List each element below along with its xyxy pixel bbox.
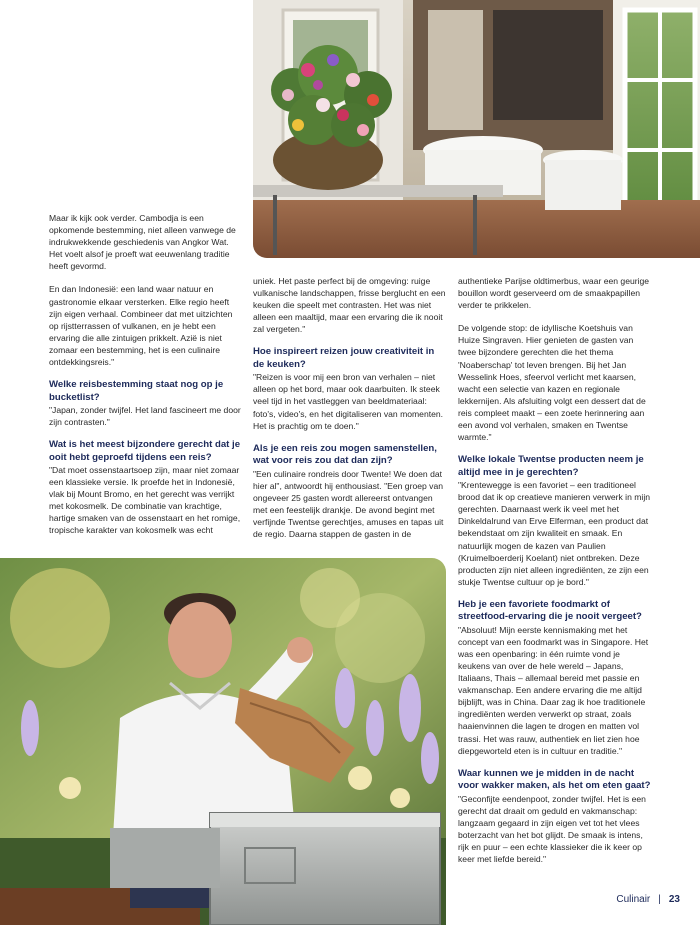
question-heading: Heb je een favoriete foodmarkt of streetfood-ervaring die je nooit vergeet? <box>458 598 642 623</box>
question-heading: Als je een reis zou mogen samenstellen, wat voor reis zou dat dan zijn? <box>253 442 437 467</box>
question-heading: Wat is het meest bijzondere gerecht dat je ooit hebt geproefd tijdens een reis? <box>49 439 241 463</box>
restaurant-photo <box>253 0 700 258</box>
chef-photo <box>0 558 446 925</box>
question-heading: Welke reisbestemming staat nog op je bucketlist? <box>49 379 224 403</box>
text-column-1 <box>49 212 242 548</box>
answer-paragraph: "Japan, zonder twijfel. Het land fascineert me door zijn contrasten." <box>49 404 241 428</box>
paragraph: Maar ik kijk ook verder. Cambodja is een opkomende bestemming, niet alleen vanwege de indrukwekkende geschiedenis van Angkor Wat. Het voelt alsof je proeft wat eeuwenlang traditie heeft gevormd. <box>49 213 236 272</box>
footer-separator: | <box>658 894 661 905</box>
paragraph: uniek. Het paste perfect bij de omgeving: ruige vulkanische landschappen, frisse berglucht en een keuken die speelt met contrasten. Het was niet alleen een maaltijd, maar een ervaring die ik nooit zal vergeten." <box>253 276 446 335</box>
paragraph: authentieke Parijse oldtimerbus, waar een geurige bouillon wordt geserveerd om de smaakpapillen verder te prikkelen. <box>458 276 650 311</box>
answer-paragraph: "Absoluut! Mijn eerste kennismaking met het concept van een foodmarkt was in Singapore. Het was een openbaring: in één ruimte vond je keukens van over de hele wereld – Japans, Italiaans, Thais – allemaal bereid met passie en vakmanschap. Een andere ervaring die me altijd bijblijft, was in China. Daar zag ik hoe traditionele ingrediënten werden verwerkt op straat, zoals haaienvinnen die lagen te drogen en matten vol trassi. Het was rauw, authentiek en liet zien hoe diepgeworteld eten is in cultuur en traditie." <box>458 624 649 756</box>
paragraph: De volgende stop: de idyllische Koetshuis van Huize Singraven. Hier genieten de gasten van twee bijzondere gerechten die het thema 'Noaberschap' tot leven brengen. Bij het Jan Wesselink Hoes, sfeervol verlicht met kaarsen, wacht een selectie van kazen en regionale lekkernijen. Als afsluiting volgt een dessert dat de reis compleet maakt – een zoete herinnering aan een avond vol verhalen, smaken en Twentse warmte." <box>458 323 646 443</box>
question-heading: Hoe inspireert reizen jouw creativiteit in de keuken? <box>253 346 435 370</box>
answer-paragraph: "Geconfijte eendenpoot, zonder twijfel. Het is een gerecht dat draait om geduld en vakmanschap: langzaam gegaard in zijn eigen vet tot het vlees boterzacht van het bot glijdt. De smaak is intens, rijk en puur – een echte klassieker die ik keer op keer met liefde bereid." <box>458 793 646 864</box>
answer-paragraph: "Krentewegge is een favoriet – een traditioneel brood dat ik op creatieve manieren verwerk in mijn gerechten. Daarnaast werk ik veel met het Dinkeldalrund van Erve Elferman, een product dat bekendstaat om zijn kwaliteit en smaak. En natuurlijk mogen de kazen van Paulien (Kruimelboerderij Koelant) niet ontbreken. Deze producten zijn niet alleen ingrediënten, ze zijn een stukje Twentse cultuur op je bord." <box>458 480 651 587</box>
answer-paragraph: "Reizen is voor mij een bron van verhalen – niet alleen op het bord, maar ook daarbuiten. Ik steek veel tijd in het vastleggen van beeldmateriaal: foto's, video's, en het digitaliseren van momenten. Het is prachtig om te doen." <box>253 372 444 431</box>
question-heading: Welke lokale Twentse producten neem je altijd mee in je gerechten? <box>458 454 644 478</box>
section-name: Culinair <box>616 894 651 905</box>
answer-paragraph: "Een culinaire rondreis door Twente! We doen dat hier al", antwoordt hij enthousiast. "Een groep van ongeveer 25 gasten wordt allereerst ontvangen met een feestelijk drankje. De avond begint met verfijnde Twentse gerechtjes, amuses en tapas uit de regio. Daarna stappen de gasten in de <box>253 468 444 540</box>
answer-paragraph: "Dat moet ossenstaartsoep zijn, maar niet zomaar een klassieke versie. Ik proefde het in Indonesië, vlak bij Mount Bromo, en het gerecht was verrijkt met kokosmelk. De combinatie van krachtige, hartige smaken van de ossenstaart en het romige, tropische karakter van kokosmelk was echt <box>49 464 241 536</box>
question-heading: Waar kunnen we je midden in de nacht voor wakker maken, als het om eten gaat? <box>458 767 651 792</box>
text-column-3 <box>458 275 651 876</box>
page-number: 23 <box>668 894 680 905</box>
text-column-2 <box>253 275 446 551</box>
page-footer <box>616 894 680 905</box>
paragraph: En dan Indonesië: een land waar natuur en gastronomie elkaar versterken. Elke regio heeft zijn eigen verhaal. Combineer dat met uitzichten op rijstterrassen of vulkanen, en je hebt een ervaring die alle zintuigen prikkelt. Azië is niet zomaar een bestemming, het is een culinaire ontdekkingsreis." <box>49 284 233 368</box>
